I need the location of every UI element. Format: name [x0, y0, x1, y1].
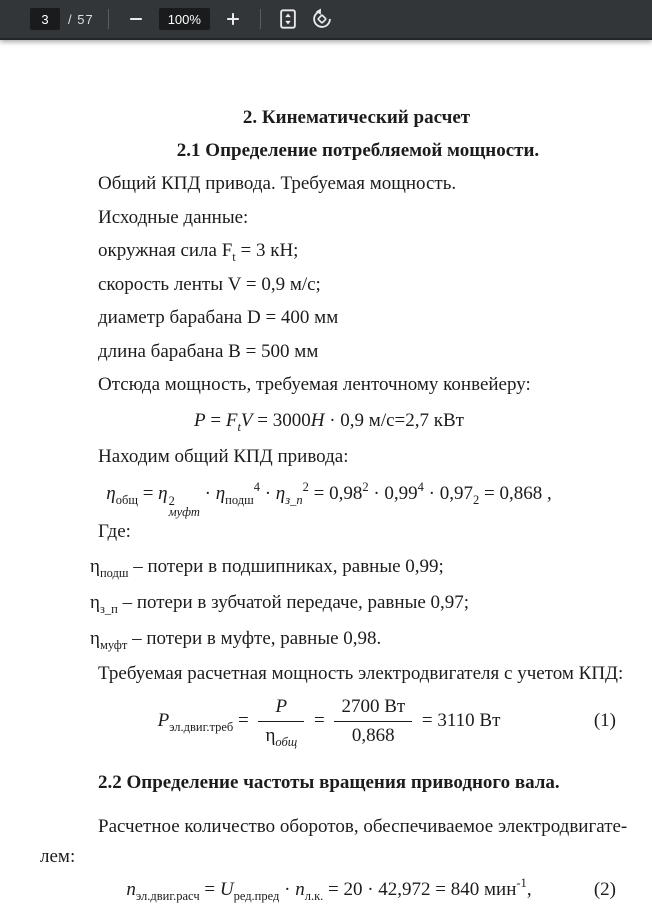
formula-total-efficiency: $\eta_{общ} = \eta$ 2 муфт · $\eta_{подш}^4 \cdot \eta_{з\_п}^2 = 0,98^2 \cdot 0,99^4 \cdot 0,97_2 = 0,868$ ,	[106, 480, 552, 519]
plus-icon	[223, 9, 243, 29]
paragraph-speed: скорость ленты V = 0,9 м/с;	[98, 273, 321, 295]
paragraph-lem: лем:	[40, 846, 76, 867]
paragraph-hence: Отсюда мощность, требуемая ленточному конвейеру:	[98, 374, 531, 395]
paragraph-length: длина барабана B = 500 мм	[98, 340, 319, 362]
definition-eta-bearings: $\eta_{подш}$ – потери в подшипниках, равные 0,99;	[90, 555, 444, 580]
subsection-heading-2-1: 2.1 Определение потребляемой мощности.	[176, 140, 540, 161]
zoom-out-button[interactable]	[123, 6, 149, 32]
formula-motor-rpm: $n_{эл.двиг.расч} = U_{ред.пред} \cdot n_{л.к.} = 20 \cdot 42,972 = 840$ мин$^{-1}$, (2)	[40, 872, 618, 908]
equation-number-2: (2)	[593, 879, 616, 900]
definition-eta-coupling: $\eta_{муфт}$ – потери в муфте, равные 0,98.	[90, 627, 382, 652]
paragraph-diameter: диаметр барабана D = 400 мм	[98, 307, 339, 328]
paragraph-calc-revolutions: Расчетное количество оборотов, обеспечиваемое электродвигате-	[98, 816, 628, 837]
rotate-counterclockwise-icon	[311, 8, 333, 30]
definition-eta-gears: $\eta_{з\_п}$ – потери в зубчатой передаче, равные 0,97;	[90, 591, 470, 616]
page-number-input[interactable]: 3	[30, 8, 60, 30]
rotate-button[interactable]	[309, 6, 335, 32]
paragraph-overview: Общий КПД привода. Требуемая мощность.	[98, 173, 457, 194]
pdf-page	[0, 42, 652, 903]
page-count-label: / 57	[68, 11, 94, 27]
minus-icon	[126, 9, 146, 29]
paragraph-force: окружная сила $F_t = 3$ кН;	[98, 240, 299, 264]
toolbar-divider	[108, 9, 109, 29]
paragraph-initial-data: Исходные данные:	[98, 206, 249, 228]
paragraph-where: Где:	[98, 521, 131, 542]
paragraph-find-efficiency: Находим общий КПД привода:	[98, 445, 349, 467]
zoom-level: 100%	[159, 8, 210, 30]
formula-motor-power: $P_{эл.двиг.треб}$ = $\frac{P}{\eta_{общ}}$ = $\frac{2700 Вт}{0,868}$ = 3110 Вт (1)	[157, 695, 616, 749]
subsection-heading-2-2: 2.2 Определение частоты вращения приводного вала.	[98, 772, 560, 793]
paragraph-required-power: Требуемая расчетная мощность электродвигателя с учетом КПД:	[98, 662, 624, 684]
section-heading: 2. Кинематический расчет	[242, 107, 471, 128]
fit-to-page-button[interactable]	[275, 6, 301, 32]
pdf-toolbar	[0, 0, 652, 40]
equation-number-1: (1)	[593, 710, 616, 731]
formula-power: $P = F_tV = 3000Н \cdot 0,9$ м/с=2,7 кВт	[194, 409, 464, 434]
fit-to-page-icon	[277, 8, 299, 30]
toolbar-divider	[260, 9, 261, 29]
zoom-in-button[interactable]	[220, 6, 246, 32]
